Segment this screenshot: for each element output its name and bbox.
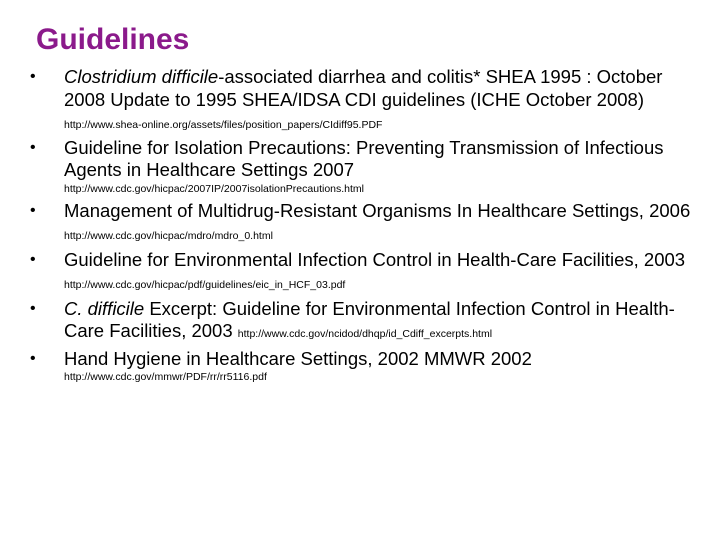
list-item xyxy=(28,298,708,343)
reference-link[interactable]: http://www.cdc.gov/hicpac/mdro/mdro_0.html xyxy=(64,230,273,242)
item-text: Guideline for Environmental Infection Control in Health-Care Facilities, 2003 xyxy=(64,248,686,270)
item-text: Hand Hygiene in Healthcare Settings, 2002 MMWR 2002 xyxy=(64,347,532,369)
guidelines-list xyxy=(28,66,708,387)
bullet-icon: • xyxy=(30,68,36,85)
list-item xyxy=(28,66,708,134)
bullet-icon: • xyxy=(30,299,36,317)
reference-link[interactable]: http://www.shea-online.org/assets/files/position_papers/CIdiff95.PDF xyxy=(64,119,383,131)
page-title: Guidelines xyxy=(36,23,190,56)
reference-link[interactable]: http://www.cdc.gov/mmwr/PDF/rr/rr5116.pdf xyxy=(64,371,267,383)
bullet-icon: • xyxy=(30,349,36,367)
list-item xyxy=(28,348,708,385)
item-italic-text: Clostridium difficile xyxy=(64,66,219,87)
list-item xyxy=(28,249,708,294)
list-item xyxy=(28,200,708,245)
item-text: Management of Multidrug-Resistant Organisms In Healthcare Settings, 2006 xyxy=(64,199,691,221)
item-text: Guideline for Isolation Precautions: Preventing Transmission of Infectious Agents in Healthcare Settings 2007 xyxy=(64,136,664,180)
item-italic-text: C. difficile xyxy=(64,297,145,319)
reference-link[interactable]: http://www.cdc.gov/ncidod/dhqp/id_Cdiff_excerpts.html xyxy=(237,328,493,340)
item-text: -associated diarrhea and colitis* SHEA 1995 : October 2008 Update to 1995 SHEA/IDSA CDI guidelines (ICHE October 2008) xyxy=(64,66,663,110)
bullet-icon: • xyxy=(30,201,36,219)
item-text: Excerpt: Guideline for Environmental Infection Control in Health-Care Facilities, 2003 xyxy=(64,297,675,341)
bullet-icon: • xyxy=(30,250,36,268)
list-item xyxy=(28,137,708,196)
bullet-icon: • xyxy=(30,138,36,156)
reference-link[interactable]: http://www.cdc.gov/hicpac/2007IP/2007isolationPrecautions.html xyxy=(64,182,365,195)
reference-link[interactable]: http://www.cdc.gov/hicpac/pdf/guidelines/eic_in_HCF_03.pdf xyxy=(64,279,346,291)
